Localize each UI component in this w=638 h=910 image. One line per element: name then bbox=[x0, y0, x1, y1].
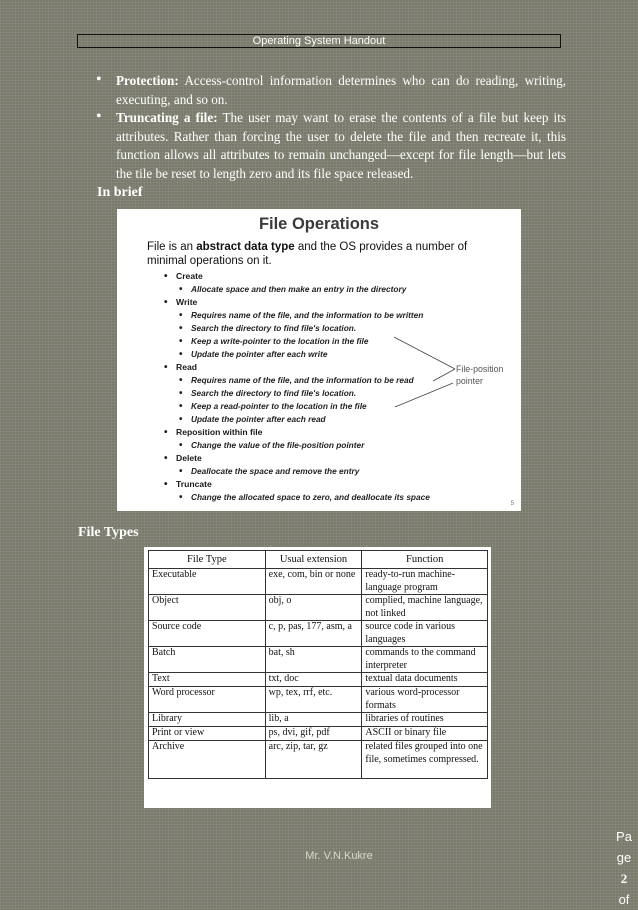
operation-item: • Reposition within file bbox=[164, 426, 464, 439]
file-types-heading: File Types bbox=[78, 525, 139, 540]
slide-title: File Operations bbox=[258, 215, 380, 233]
operation-item: • Write bbox=[164, 296, 464, 309]
bullet-text: The user may want to erase the contents of a file but keep its attributes. Rather than forcing the user to delete the file and then recreate it, this function allows all attributes to remain unchanged—except for file length—but lets the tile be reset to length zero and its file space released. bbox=[116, 110, 567, 181]
table-cell: complied, machine language, not linked bbox=[362, 595, 488, 621]
slide-page-number: 5 bbox=[510, 501, 514, 507]
operation-subitem: • Keep a read-pointer to the location in the file bbox=[164, 400, 464, 413]
page-header bbox=[77, 34, 561, 48]
table-cell: ps, dvi, gif, pdf bbox=[265, 727, 362, 741]
operation-subitem: • Change the allocated space to zero, and deallocate its space bbox=[164, 491, 464, 504]
operation-subitem: • Update the pointer after each read bbox=[164, 413, 464, 426]
operation-item: • Read bbox=[164, 361, 464, 374]
table-cell: Library bbox=[149, 713, 266, 727]
bullet-truncating bbox=[96, 109, 566, 183]
operation-subitem: • Keep a write-pointer to the location in the file bbox=[164, 335, 464, 348]
page-number-tab: Pa ge 2 of bbox=[616, 829, 632, 907]
table-cell: Word processor bbox=[149, 687, 266, 713]
table-row bbox=[149, 741, 488, 779]
bullet-dot-icon: • bbox=[96, 108, 102, 125]
table-cell: textual data documents bbox=[362, 673, 488, 687]
operation-subitem: • Deallocate the space and remove the entry bbox=[164, 465, 464, 478]
table-cell: Print or view bbox=[149, 727, 266, 741]
table-cell: Object bbox=[149, 595, 266, 621]
file-position-pointer-callout: File-position pointer bbox=[456, 364, 504, 386]
table-row bbox=[149, 727, 488, 741]
footer-author: Mr. V.N.Kukre bbox=[305, 850, 373, 862]
column-header: Usual extension bbox=[265, 551, 362, 569]
table-row bbox=[149, 687, 488, 713]
operation-item: • Truncate bbox=[164, 478, 464, 491]
table-cell: Batch bbox=[149, 647, 266, 673]
table-cell: lib, a bbox=[265, 713, 362, 727]
bullet-protection bbox=[96, 72, 566, 109]
bullet-list bbox=[96, 72, 566, 183]
operation-subitem: • Allocate space and then make an entry in the directory bbox=[164, 283, 464, 296]
bullet-label: Truncating a file: bbox=[116, 110, 218, 125]
table-cell: arc, zip, tar, gz bbox=[265, 741, 362, 779]
table-cell: obj, o bbox=[265, 595, 362, 621]
file-types-table-image bbox=[144, 547, 491, 808]
operation-subitem: • Update the pointer after each write bbox=[164, 348, 464, 361]
table-row bbox=[149, 713, 488, 727]
table-row bbox=[149, 595, 488, 621]
table-cell: exe, com, bin or none bbox=[265, 569, 362, 595]
table-header-row bbox=[149, 551, 488, 569]
table-row bbox=[149, 621, 488, 647]
operation-subitem: • Requires name of the file, and the information to be read bbox=[164, 374, 464, 387]
column-header: Function bbox=[362, 551, 488, 569]
in-brief-heading: In brief bbox=[97, 185, 143, 200]
table-cell: Executable bbox=[149, 569, 266, 595]
table-row bbox=[149, 647, 488, 673]
table-cell: Source code bbox=[149, 621, 266, 647]
table-cell: c, p, pas, 177, asm, a bbox=[265, 621, 362, 647]
table-cell: bat, sh bbox=[265, 647, 362, 673]
table-cell: ASCII or binary file bbox=[362, 727, 488, 741]
table-cell: related files grouped into one file, sometimes compressed. bbox=[362, 741, 488, 779]
table-cell: ready-to-run machine-language program bbox=[362, 569, 488, 595]
table-row bbox=[149, 673, 488, 687]
slide-intro: File is an abstract data type and the OS provides a number of minimal operations on it. bbox=[147, 241, 468, 267]
operation-item: • Create bbox=[164, 270, 464, 283]
header-title: Operating System Handout bbox=[252, 35, 386, 47]
operation-item: • Delete bbox=[164, 452, 464, 465]
column-header: File Type bbox=[149, 551, 266, 569]
file-operations-slide bbox=[117, 209, 521, 511]
table-cell: txt, doc bbox=[265, 673, 362, 687]
table-cell: various word-processor formats bbox=[362, 687, 488, 713]
operation-subitem: • Requires name of the file, and the information to be written bbox=[164, 309, 464, 322]
table-cell: wp, tex, rrf, etc. bbox=[265, 687, 362, 713]
bullet-dot-icon: • bbox=[96, 71, 102, 88]
pointer-arrows bbox=[117, 209, 521, 511]
table-row bbox=[149, 569, 488, 595]
operation-subitem: • Search the directory to find file's location. bbox=[164, 322, 464, 335]
file-types-table bbox=[148, 550, 488, 779]
operation-subitem: • Change the value of the file-position pointer bbox=[164, 439, 464, 452]
bullet-label: Protection: bbox=[116, 73, 179, 88]
table-cell: libraries of routines bbox=[362, 713, 488, 727]
table-cell: Archive bbox=[149, 741, 266, 779]
table-cell: Text bbox=[149, 673, 266, 687]
operation-subitem: • Search the directory to find file's location. bbox=[164, 387, 464, 400]
bullet-text: Access-control information determines who can do reading, writing, executing, and so on. bbox=[116, 73, 566, 107]
table-cell: commands to the command interpreter bbox=[362, 647, 488, 673]
table-cell: source code in various languages bbox=[362, 621, 488, 647]
